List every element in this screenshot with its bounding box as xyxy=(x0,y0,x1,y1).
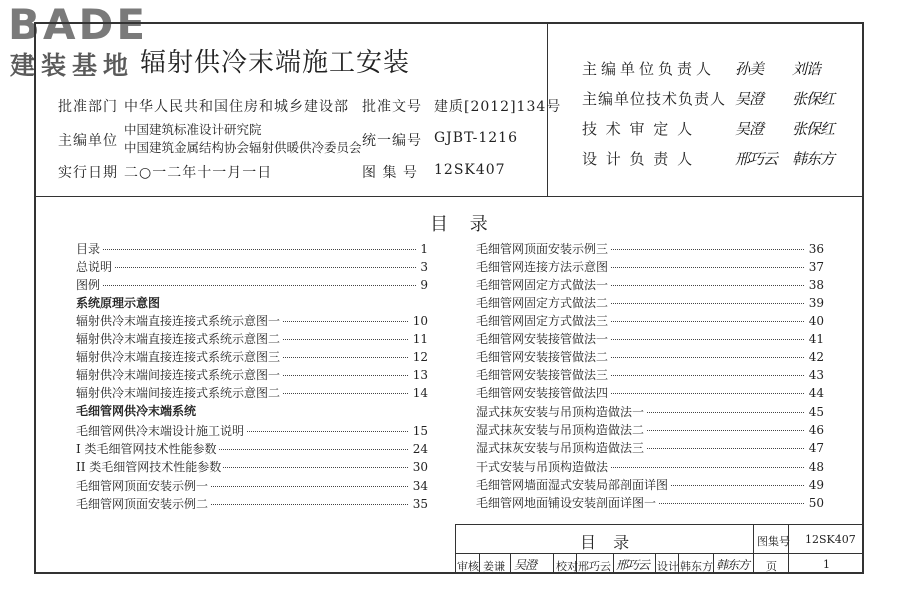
chief-unit-line-1: 中国建筑标准设计研究院 xyxy=(124,122,262,137)
document-title: 辐射供冷末端施工安装 xyxy=(140,48,411,78)
header-divider xyxy=(34,196,864,197)
toc-title: 目 录 xyxy=(430,214,496,235)
toc-item: 毛细管网固定方式做法二 39 xyxy=(476,296,824,310)
chief-unit-line-2: 中国建筑金属结构协会辐射供暖供冷委员会 xyxy=(124,140,362,155)
title-block-check-sign: 邢巧云 xyxy=(616,558,650,572)
title-block-col-divider-1 xyxy=(753,524,754,574)
toc-item: 毛细管网固定方式做法三 40 xyxy=(476,314,824,328)
title-block-row-divider xyxy=(455,553,864,554)
approve-dept-label: 批准部门 xyxy=(58,99,118,115)
resp-role-3: 技 术 审 定 人 xyxy=(582,120,695,138)
title-block-review-name: 姜谦 xyxy=(483,560,505,573)
toc-item: 毛细管网顶面安装示例一 34 xyxy=(76,479,428,493)
toc-item: 干式安装与吊顶构造做法 48 xyxy=(476,460,824,474)
atlas-no-value: 12SK407 xyxy=(434,162,506,178)
tb-div xyxy=(510,553,511,574)
title-block-page-label: 页 xyxy=(766,560,777,573)
title-block-design-name: 韩东方 xyxy=(680,560,713,573)
toc-item: 辐射供冷末端直接连接式系统示意图三 12 xyxy=(76,350,428,364)
toc-section-heading: 系统原理示意图 xyxy=(76,296,161,310)
title-block-page-no: 1 xyxy=(823,558,830,571)
toc-item: II 类毛细管网技术性能参数 30 xyxy=(76,460,428,474)
chief-unit-label: 主编单位 xyxy=(58,133,118,149)
unified-no-label: 统一编号 xyxy=(362,133,422,149)
toc-item: 毛细管网安装接管做法一 41 xyxy=(476,332,824,346)
resp-role-2: 主编单位技术负责人 xyxy=(582,90,727,108)
toc-item: 目录 1 xyxy=(76,242,428,256)
resp-sign-2a: 吴澄 xyxy=(735,90,764,108)
title-block-check-label: 校对 xyxy=(556,560,578,573)
resp-sign-4a: 邢巧云 xyxy=(735,150,778,168)
resp-role-4: 设 计 负 责 人 xyxy=(582,150,695,168)
toc-item: 毛细管网安装接管做法四 44 xyxy=(476,386,824,400)
toc-item: 辐射供冷末端间接连接式系统示意图二 14 xyxy=(76,386,428,400)
title-block-check-name: 邢巧云 xyxy=(578,560,611,573)
toc-item: 毛细管网墙面湿式安装局部剖面详图 49 xyxy=(476,478,824,492)
toc-item: 湿式抹灰安装与吊顶构造做法三 47 xyxy=(476,441,824,455)
approve-doc-value: 建质[2012]134号 xyxy=(434,99,562,115)
resp-sign-2b: 张保红 xyxy=(792,90,835,108)
resp-sign-3b: 张保红 xyxy=(792,120,835,138)
toc-item: 毛细管网顶面安装示例二 35 xyxy=(76,497,428,511)
resp-sign-1b: 刘诰 xyxy=(792,60,821,78)
impl-date-label: 实行日期 xyxy=(58,165,118,181)
watermark-logo-subtitle: 建装基地 xyxy=(10,51,135,80)
approve-doc-label: 批准文号 xyxy=(362,99,422,115)
tb-div xyxy=(479,553,480,574)
title-block-col-divider-2 xyxy=(788,524,789,574)
toc-item: 毛细管网连接方法示意图 37 xyxy=(476,260,824,274)
impl-date-value: 二○一二年十一月一日 xyxy=(124,165,273,181)
title-block-review-label: 审核 xyxy=(457,560,479,573)
tb-div xyxy=(553,553,554,574)
toc-item: 辐射供冷末端间接连接式系统示意图一 13 xyxy=(76,368,428,382)
approve-dept-value: 中华人民共和国住房和城乡建设部 xyxy=(124,99,349,115)
toc-item: 毛细管网地面铺设安装剖面详图一 50 xyxy=(476,496,824,510)
toc-item: 图例 9 xyxy=(76,278,428,292)
toc-item: 毛细管网固定方式做法一 38 xyxy=(476,278,824,292)
title-block-atlas-no: 12SK407 xyxy=(805,533,856,546)
toc-item: 湿式抹灰安装与吊顶构造做法一 45 xyxy=(476,405,824,419)
resp-role-1: 主编单位负责人 xyxy=(582,60,716,78)
title-block-review-sign: 吴澄 xyxy=(514,558,537,572)
toc-item: 毛细管网供冷末端设计施工说明 15 xyxy=(76,424,428,438)
tb-div xyxy=(655,553,656,574)
resp-sign-4b: 韩东方 xyxy=(792,150,835,168)
unified-no-value: GJBT-1216 xyxy=(434,130,518,146)
resp-sign-3a: 吴澄 xyxy=(735,120,764,138)
resp-sign-1a: 孙美 xyxy=(735,60,764,78)
atlas-no-label: 图 集 号 xyxy=(362,165,418,181)
toc-section-heading: 毛细管网供冷末端系统 xyxy=(76,404,197,418)
title-block-atlas-label: 图集号 xyxy=(757,535,790,548)
toc-item: 毛细管网安装接管做法二 42 xyxy=(476,350,824,364)
title-block-design-label: 设计 xyxy=(657,560,679,573)
toc-item: 总说明 3 xyxy=(76,260,428,274)
toc-item: 湿式抹灰安装与吊顶构造做法二 46 xyxy=(476,423,824,437)
title-block-name: 目 录 xyxy=(580,533,636,552)
toc-item: 辐射供冷末端直接连接式系统示意图一 10 xyxy=(76,314,428,328)
tb-div xyxy=(613,553,614,574)
tb-div xyxy=(713,553,714,574)
toc-item: 辐射供冷末端直接连接式系统示意图二 11 xyxy=(76,332,428,346)
toc-item: I 类毛细管网技术性能参数 24 xyxy=(76,442,428,456)
toc-item: 毛细管网顶面安装示例三 36 xyxy=(476,242,824,256)
watermark-logo-brand: BADE xyxy=(8,0,149,49)
title-block-design-sign: 韩东方 xyxy=(716,558,750,572)
toc-item: 毛细管网安装接管做法三 43 xyxy=(476,368,824,382)
